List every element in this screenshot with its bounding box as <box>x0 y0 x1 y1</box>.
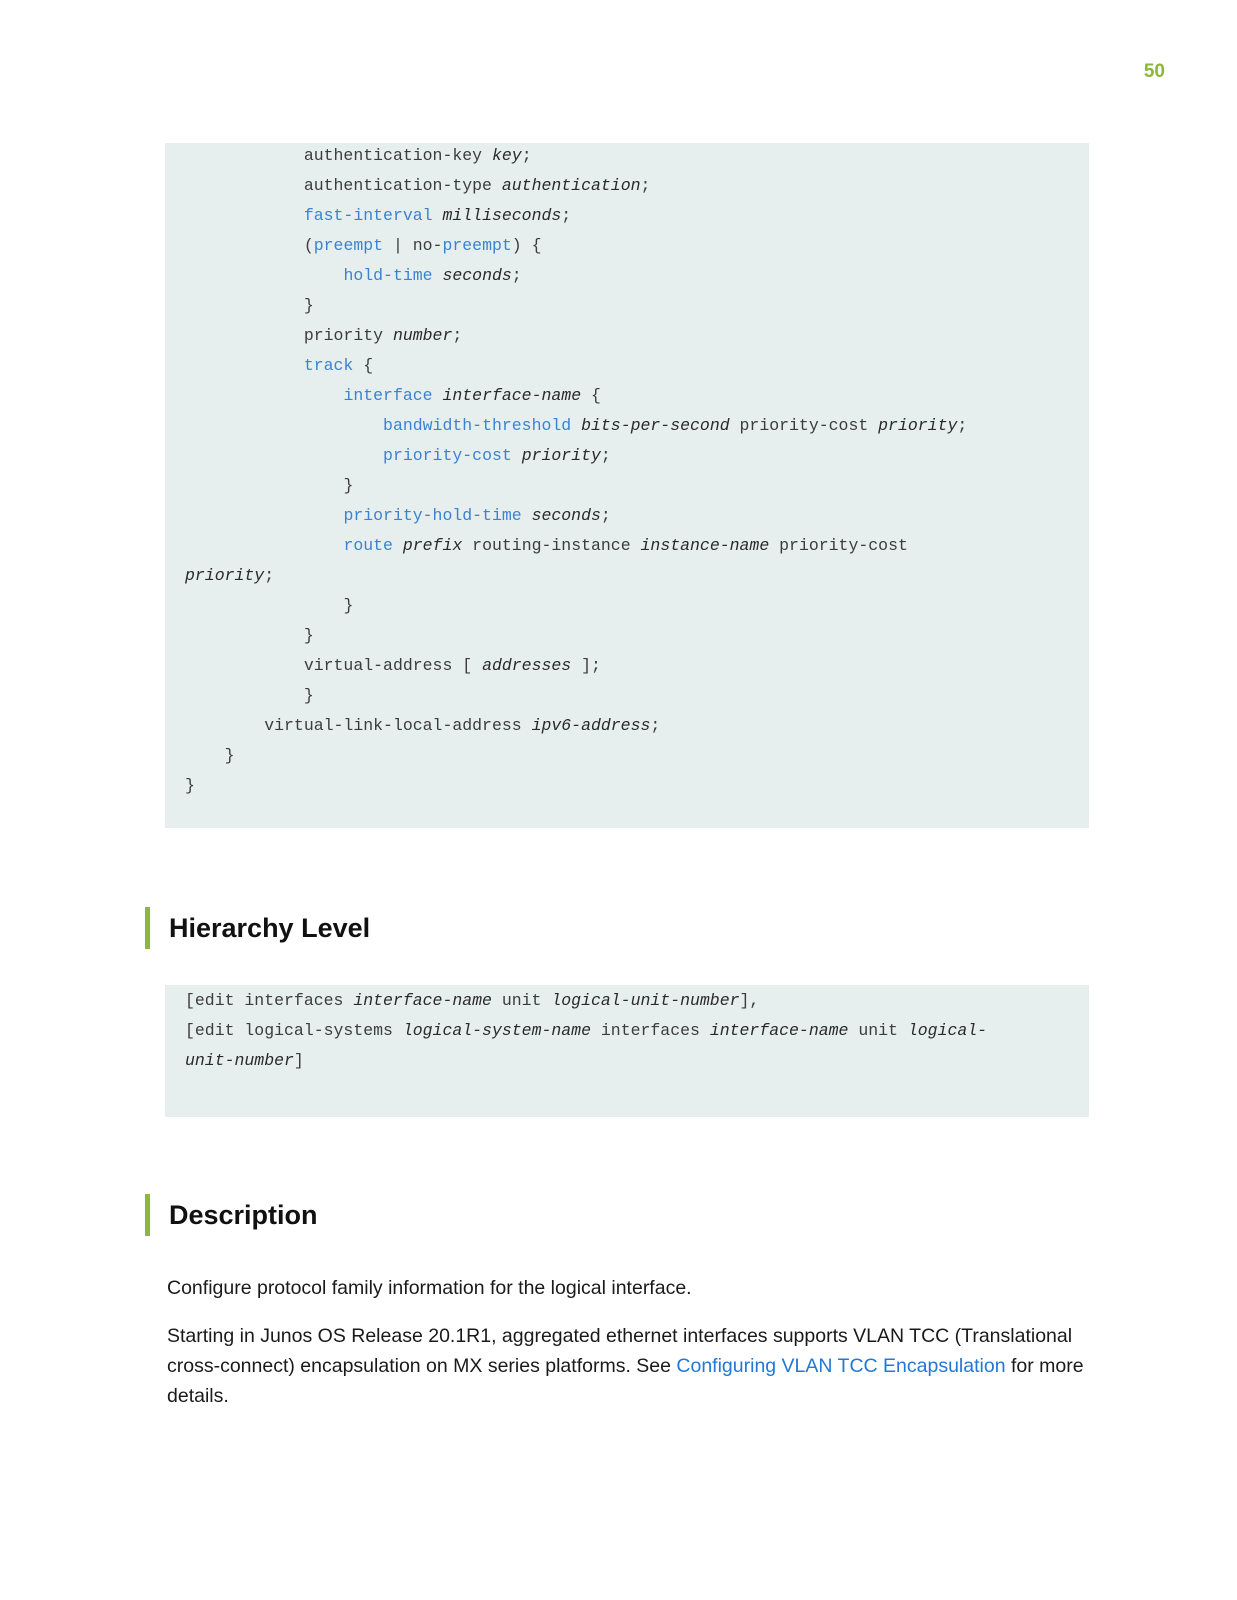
code-keyword: preempt <box>313 236 384 255</box>
code-line <box>185 501 611 531</box>
code-text: authentication-key <box>303 146 492 165</box>
code-line <box>185 1016 987 1046</box>
code-variable: logical-system-name <box>402 1021 591 1040</box>
code-variable: seconds <box>531 506 601 525</box>
code-keyword: route <box>343 536 393 555</box>
code-text: ; <box>600 506 611 525</box>
code-variable: instance-name <box>640 536 770 555</box>
code-text: priority-cost <box>769 536 908 555</box>
code-variable: addresses <box>482 656 572 675</box>
code-text: interfaces <box>590 1021 710 1040</box>
code-keyword: preempt <box>442 236 512 255</box>
code-line <box>185 531 908 561</box>
heading-hierarchy-level: Hierarchy Level <box>145 907 370 949</box>
code-text <box>433 206 443 225</box>
code-text: ], <box>739 991 760 1010</box>
code-text <box>393 536 403 555</box>
code-variable: unit-number <box>185 1051 294 1070</box>
code-variable: bits-per-second <box>581 416 730 435</box>
code-line <box>185 1046 304 1076</box>
code-variable: key <box>491 146 522 165</box>
description-text: Starting in Junos OS Release 20.1R1, aggregated ethernet interfaces supports VLAN TCC (Translational cross-connect) encapsulation on MX series platforms. See <box>167 1325 1073 1377</box>
code-line <box>185 651 601 681</box>
code-text: authentication-type <box>303 176 502 195</box>
code-text <box>512 446 522 465</box>
code-text: } <box>303 626 314 645</box>
code-line <box>185 381 601 411</box>
code-variable: priority <box>878 416 958 435</box>
code-text: unit <box>491 991 552 1010</box>
code-keyword: interface <box>343 386 433 405</box>
description-text-end: for more details. <box>167 1355 1084 1407</box>
code-text: ; <box>957 416 968 435</box>
code-line <box>185 321 462 351</box>
code-text <box>522 506 532 525</box>
heading-description: Description <box>145 1194 318 1236</box>
code-text <box>433 386 443 405</box>
page-number: 50 <box>1143 61 1165 82</box>
code-keyword: bandwidth-threshold <box>383 416 572 435</box>
description-paragraph-2 <box>167 1321 1087 1411</box>
code-text: } <box>303 686 314 705</box>
code-variable: ipv6-address <box>531 716 651 735</box>
code-line <box>185 711 660 741</box>
code-line <box>185 411 967 441</box>
code-text: ; <box>650 716 661 735</box>
code-variable: logical-unit-number <box>551 991 740 1010</box>
code-line <box>185 741 235 771</box>
code-text: } <box>343 476 354 495</box>
code-line <box>185 986 759 1016</box>
code-text: ]; <box>571 656 601 675</box>
code-variable: milliseconds <box>442 206 562 225</box>
code-line <box>185 471 353 501</box>
code-text <box>571 416 581 435</box>
code-line <box>185 771 195 801</box>
code-text: routing-instance <box>462 536 641 555</box>
code-text: | no- <box>383 236 443 255</box>
description-paragraph-1: Configure protocol family information for the logical interface. <box>167 1277 692 1299</box>
code-text: ; <box>264 566 275 585</box>
code-text: ] <box>293 1051 304 1070</box>
code-line <box>185 141 532 171</box>
code-text: virtual-link-local-address <box>264 716 532 735</box>
code-variable: logical- <box>907 1021 988 1040</box>
code-text: ; <box>600 446 611 465</box>
code-variable: interface-name <box>353 991 492 1010</box>
code-variable: authentication <box>501 176 641 195</box>
code-line <box>185 591 353 621</box>
code-text: ; <box>511 266 522 285</box>
code-text <box>433 266 443 285</box>
code-line <box>185 561 274 591</box>
code-line <box>185 351 373 381</box>
code-variable: seconds <box>442 266 512 285</box>
code-text: [edit logical-systems <box>185 1021 403 1040</box>
code-text: priority-cost <box>729 416 879 435</box>
code-text: } <box>303 296 314 315</box>
code-line <box>185 621 314 651</box>
code-variable: interface-name <box>709 1021 849 1040</box>
code-text: ) { <box>511 236 542 255</box>
code-text: priority <box>303 326 393 345</box>
code-text: ; <box>521 146 532 165</box>
code-line <box>185 441 611 471</box>
code-variable: interface-name <box>442 386 582 405</box>
code-text: virtual-address [ <box>303 656 483 675</box>
code-variable: prefix <box>402 536 463 555</box>
code-block-config <box>165 143 1089 828</box>
code-line <box>185 681 314 711</box>
code-variable: number <box>392 326 453 345</box>
code-text: [edit interfaces <box>185 991 354 1010</box>
code-line <box>185 261 522 291</box>
code-text: ( <box>303 236 314 255</box>
code-keyword: hold-time <box>343 266 433 285</box>
vlan-tcc-encapsulation-link[interactable]: Configuring VLAN TCC Encapsulation <box>676 1355 1006 1377</box>
code-line <box>185 171 650 201</box>
code-line <box>185 201 571 231</box>
code-text: unit <box>848 1021 908 1040</box>
code-text: } <box>185 776 195 795</box>
code-text: { <box>581 386 601 405</box>
code-keyword: priority-hold-time <box>343 506 522 525</box>
code-keyword: fast-interval <box>303 206 433 225</box>
code-text: ; <box>640 176 651 195</box>
code-variable: priority <box>185 566 265 585</box>
code-block-hierarchy <box>165 985 1089 1117</box>
code-variable: priority <box>521 446 601 465</box>
code-text: ; <box>561 206 572 225</box>
code-line <box>185 291 314 321</box>
code-keyword: track <box>303 356 354 375</box>
code-line <box>185 231 542 261</box>
code-text: ; <box>452 326 463 345</box>
code-text: { <box>353 356 374 375</box>
code-text: } <box>224 746 235 765</box>
code-text: } <box>343 596 354 615</box>
code-keyword: priority-cost <box>383 446 512 465</box>
